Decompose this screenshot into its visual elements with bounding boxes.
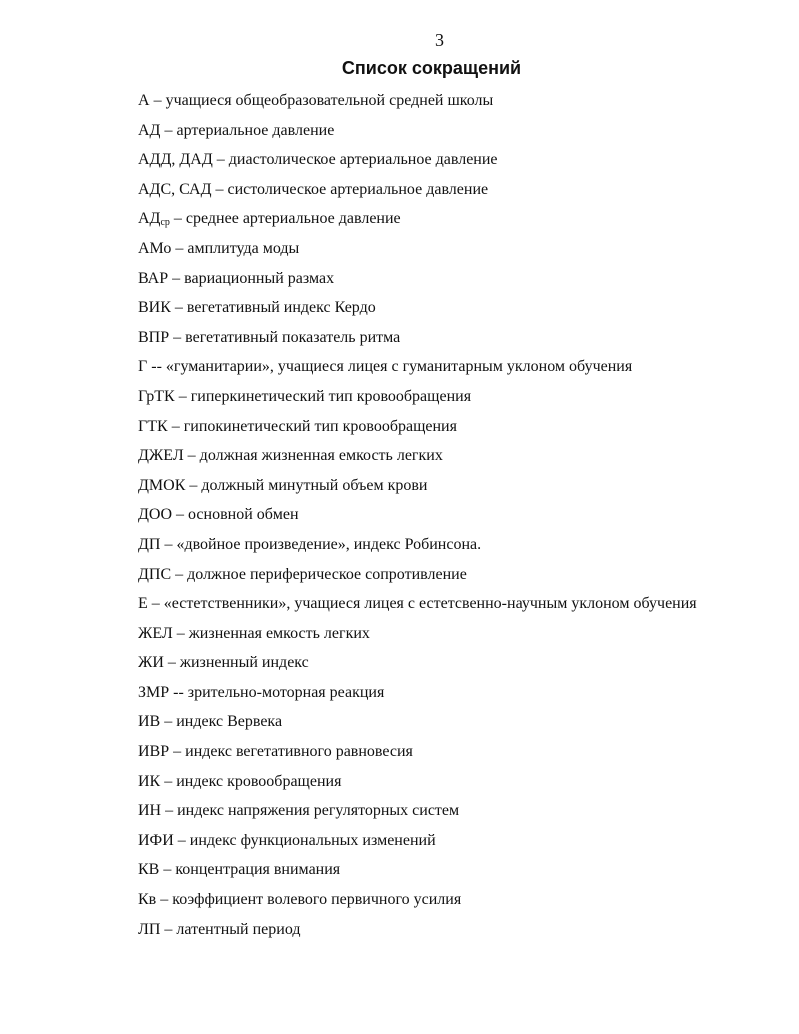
abbreviation-entry xyxy=(138,678,722,708)
entry-separator: – xyxy=(160,920,177,938)
abbreviation-definition: вегетативный показатель ритма xyxy=(185,328,401,346)
entry-separator: – xyxy=(160,121,177,139)
abbreviation-definition: должное периферическое сопротивление xyxy=(187,565,467,583)
entry-separator: – xyxy=(147,595,164,613)
abbreviation-definition: индекс кровообращения xyxy=(176,772,342,790)
abbreviation-definition: «двойное произведение», индекс Робинсона. xyxy=(176,535,482,553)
abbreviation-subscript: ср xyxy=(160,217,170,229)
abbreviation-term: ДОО xyxy=(138,506,173,524)
entry-separator: – xyxy=(211,180,228,198)
abbreviation-term: ИВ xyxy=(138,713,161,731)
entry-separator: – xyxy=(170,299,187,317)
abbreviation-term: ДМОК xyxy=(138,476,186,494)
abbreviation-definition: артериальное давление xyxy=(176,121,335,139)
abbreviation-entry xyxy=(138,885,722,915)
abbreviation-entry xyxy=(138,352,722,382)
abbreviation-term: ДПС xyxy=(138,565,172,583)
abbreviation-definition: «гуманитарии», учащиеся лицея с гуманитарным уклоном обучения xyxy=(165,358,633,376)
abbreviation-term: АД xyxy=(138,210,161,228)
abbreviation-term: ДЖЕЛ xyxy=(138,447,184,465)
abbreviation-definition: индекс напряжения регуляторных систем xyxy=(177,802,460,820)
abbreviation-definition: систолическое артериальное давление xyxy=(227,180,489,198)
abbreviation-term: ЖЕЛ xyxy=(138,624,173,642)
abbreviation-term: ИК xyxy=(138,772,161,790)
abbreviation-entry xyxy=(138,175,722,205)
abbreviation-term: Кв xyxy=(138,891,157,909)
abbreviation-definition: жизненная емкость легких xyxy=(188,624,370,642)
abbreviation-entry xyxy=(138,915,722,945)
abbreviation-entry xyxy=(138,441,722,471)
entry-separator: – xyxy=(183,447,200,465)
entry-separator: – xyxy=(212,151,229,169)
abbreviation-entry xyxy=(138,737,722,767)
abbreviation-term: АДД, ДАД xyxy=(138,151,213,169)
abbreviation-definition: латентный период xyxy=(176,920,301,938)
abbreviation-term: А xyxy=(138,92,150,109)
abbreviation-term: ГрТК xyxy=(138,387,175,405)
abbreviation-term: ВАР xyxy=(138,269,169,287)
abbreviation-definition: вариационный размах xyxy=(184,269,335,287)
abbreviation-entry xyxy=(138,86,722,116)
abbreviation-definition: зрительно-моторная реакция xyxy=(187,683,385,701)
abbreviation-term: ЛП xyxy=(138,920,161,938)
abbreviation-definition: коэффициент волевого первичного усилия xyxy=(172,891,462,909)
abbreviation-term: Е xyxy=(138,595,148,613)
abbreviation-entry xyxy=(138,145,722,175)
abbreviation-definition: гипокинетический тип кровообращения xyxy=(183,417,457,435)
abbreviation-entry xyxy=(138,264,722,294)
entry-separator: – xyxy=(167,417,184,435)
abbreviation-definition: амплитуда моды xyxy=(187,239,300,257)
abbreviation-term: ВПР xyxy=(138,328,170,346)
entry-separator: – xyxy=(185,476,202,494)
entry-separator: – xyxy=(169,743,186,761)
abbreviation-definition: должный минутный объем крови xyxy=(201,476,428,494)
abbreviation-entry xyxy=(138,382,722,412)
abbreviation-entry xyxy=(138,796,722,826)
entry-separator: – xyxy=(168,269,185,287)
page-title: Список сокращений xyxy=(341,58,522,78)
abbreviation-entry xyxy=(138,826,722,856)
abbreviation-entry xyxy=(138,500,722,530)
abbreviation-definition: должная жизненная емкость легких xyxy=(199,447,443,465)
abbreviation-definition: индекс Вервека xyxy=(176,713,283,731)
page-number: 3 xyxy=(435,30,444,50)
entry-separator: – xyxy=(171,239,188,257)
entry-separator: – xyxy=(161,802,178,820)
abbreviation-entry xyxy=(138,412,722,442)
abbreviation-term: ИН xyxy=(138,802,162,820)
abbreviation-term: ДП xyxy=(138,535,161,553)
abbreviation-entry xyxy=(138,619,722,649)
abbreviation-entry xyxy=(138,707,722,737)
abbreviation-entry xyxy=(138,855,722,885)
abbreviation-definition: среднее артериальное давление xyxy=(185,210,401,228)
entry-separator: – xyxy=(169,328,186,346)
abbreviation-term: Г xyxy=(138,358,148,376)
abbreviation-entry xyxy=(138,648,722,678)
abbreviation-definition: вегетативный индекс Кердо xyxy=(186,299,376,317)
entry-separator: – xyxy=(160,535,177,553)
abbreviation-definition: жизненный индекс xyxy=(179,654,309,672)
abbreviation-entry xyxy=(138,116,722,146)
abbreviation-list xyxy=(138,86,722,944)
entry-separator: -- xyxy=(147,358,166,376)
entry-separator: – xyxy=(160,713,177,731)
abbreviation-entry xyxy=(138,767,722,797)
abbreviation-term: ЖИ xyxy=(138,654,164,672)
abbreviation-entry xyxy=(138,293,722,323)
entry-separator: – xyxy=(173,831,190,849)
entry-separator: – xyxy=(159,861,176,879)
abbreviation-term: ГТК xyxy=(138,417,168,435)
entry-separator: – xyxy=(172,624,189,642)
entry-separator: – xyxy=(163,654,180,672)
abbreviation-term: ИФИ xyxy=(138,831,174,849)
entry-separator: – xyxy=(149,92,166,109)
abbreviation-term: ИВР xyxy=(138,743,170,761)
abbreviation-definition: «естетственники», учащиеся лицея с естетсвенно-научным уклоном обучения xyxy=(163,595,697,613)
entry-separator: – xyxy=(169,210,186,228)
abbreviation-entry xyxy=(138,204,722,234)
abbreviation-term: ВИК xyxy=(138,299,171,317)
abbreviation-entry xyxy=(138,560,722,590)
entry-separator: – xyxy=(174,387,191,405)
abbreviation-entry xyxy=(138,323,722,353)
abbreviation-definition: концентрация внимания xyxy=(175,861,341,879)
abbreviation-entry xyxy=(138,234,722,264)
abbreviation-definition: индекс вегетативного равновесия xyxy=(185,743,413,761)
abbreviation-definition: гиперкинетический тип кровообращения xyxy=(190,387,472,405)
entry-separator: – xyxy=(171,565,188,583)
entry-separator: – xyxy=(156,891,173,909)
abbreviation-term: ЗМР xyxy=(138,683,170,701)
abbreviation-definition: основной обмен xyxy=(188,506,299,524)
abbreviation-definition: индекс функциональных изменений xyxy=(189,831,436,849)
entry-separator: – xyxy=(160,772,177,790)
abbreviation-entry xyxy=(138,471,722,501)
abbreviation-definition: учащиеся общеобразовательной средней школы xyxy=(165,92,494,109)
abbreviation-entry xyxy=(138,530,722,560)
abbreviation-term: АД xyxy=(138,121,161,139)
abbreviation-term: АМо xyxy=(138,239,172,257)
entry-separator: – xyxy=(172,506,189,524)
abbreviation-term: АДС, САД xyxy=(138,180,212,198)
entry-separator: -- xyxy=(169,683,188,701)
abbreviation-definition: диастолическое артериальное давление xyxy=(228,151,498,169)
abbreviation-entry xyxy=(138,589,722,619)
abbreviation-term: КВ xyxy=(138,861,160,879)
